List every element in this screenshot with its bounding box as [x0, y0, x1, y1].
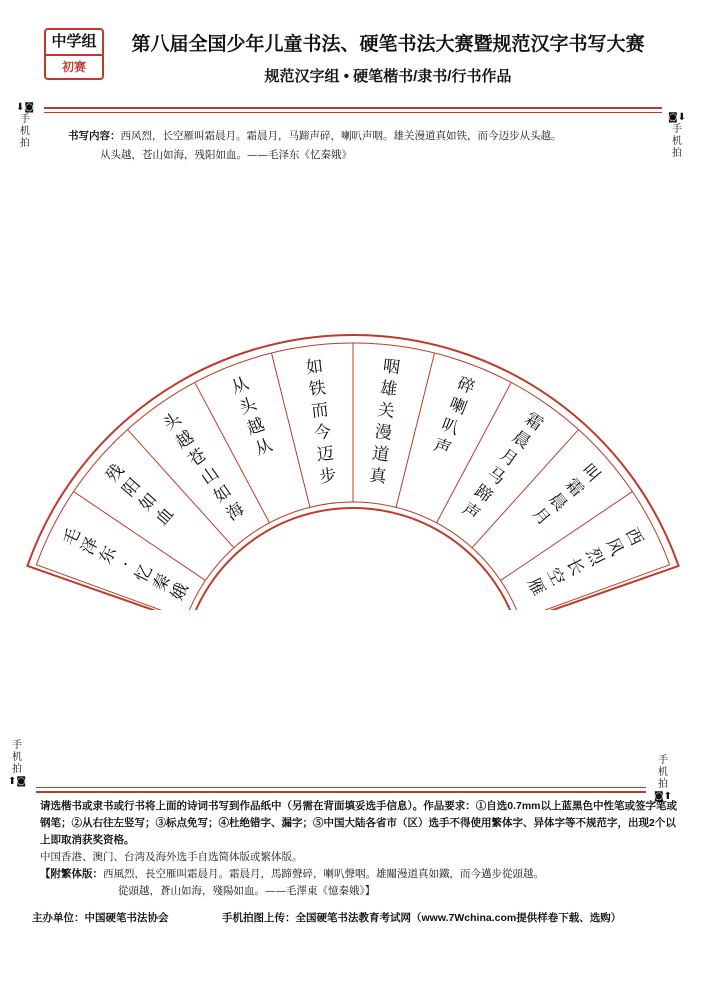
- page-subtitle: 规范汉字组 • 硬笔楷书/隶书/行书作品: [264, 68, 512, 85]
- fan-char: 步: [318, 465, 338, 488]
- arrow-up-icon: ⬆: [663, 791, 673, 802]
- group-badge: [44, 28, 104, 80]
- fan-char: 叭: [438, 414, 462, 440]
- badge-round-label: 初赛: [61, 60, 86, 74]
- fan-char: 西: [620, 524, 647, 550]
- fan-divider: [271, 353, 309, 507]
- fan-char: 残: [102, 460, 129, 487]
- fan-writing-area: [0, 310, 707, 610]
- footer: [32, 910, 682, 926]
- camera-icon: ◙: [667, 112, 678, 123]
- fan-char: 叫: [577, 460, 604, 487]
- fan-char: 越: [172, 426, 198, 454]
- fan-divider: [396, 353, 434, 507]
- writing-content: [68, 127, 648, 165]
- fan-char: 风: [601, 534, 627, 560]
- arrow-down-icon: ⬇: [677, 112, 687, 123]
- phone-shot-marker-bottom-left: [4, 740, 30, 788]
- fan-column: [458, 409, 546, 525]
- fan-char: 头: [159, 408, 186, 436]
- fan-char: 关: [376, 400, 396, 422]
- fan-char: 如: [135, 489, 162, 516]
- top-red-rule-thin: [44, 112, 662, 113]
- fan-char: 从: [228, 373, 252, 399]
- fan-char: 阳: [118, 474, 145, 501]
- content-label: 书写内容：: [68, 130, 121, 142]
- fan-char: 蹄: [470, 480, 496, 508]
- content-line-2: 从头越，苍山如海，残阳如血。——毛泽东《忆秦娥》: [100, 149, 352, 161]
- fan-char: 迈: [315, 443, 335, 466]
- phone-shot-marker-top-left: [12, 102, 38, 150]
- fan-char: 晨: [544, 489, 571, 516]
- traditional-line-2: 從頭越，蒼山如海，殘陽如血。——毛澤東《憶秦娥》】: [118, 885, 376, 897]
- fan-char: 月: [527, 503, 555, 530]
- fan-column: [60, 525, 193, 604]
- fan-char: 喇: [446, 394, 470, 419]
- fan-column: [368, 356, 401, 487]
- fan-char: 而: [310, 400, 330, 422]
- fan-char: 咽: [381, 356, 402, 379]
- fan-char: 头: [236, 394, 260, 419]
- fan-column: [160, 408, 248, 525]
- traditional-line-1: 西風烈，長空雁叫霜晨月。霜晨月，馬蹄聲碎，喇叭聲咽。雄關漫道真如鐵，而今邁步從頭越。: [103, 868, 544, 880]
- instructions: [40, 798, 680, 900]
- top-red-rule: [44, 107, 662, 109]
- fan-char: 霜: [520, 408, 547, 436]
- camera-icon: ◙: [16, 776, 27, 787]
- phone-shot-label: 手机拍: [20, 114, 30, 149]
- arrow-down-icon: ⬇: [15, 102, 25, 113]
- fan-char: 真: [368, 465, 388, 488]
- fan-column: [102, 460, 178, 529]
- organizer: 主办单位：中国硬笔书法协会: [32, 912, 169, 924]
- fan-char: 从: [252, 435, 276, 460]
- fan-char: 秦: [149, 570, 175, 595]
- fan-column: [528, 460, 604, 529]
- instructions-hk-note: 中国香港、澳门、台湾及海外选手自选简体版或繁体版。: [40, 851, 303, 863]
- fan-char: ·: [116, 557, 137, 572]
- fan-char: 如: [304, 356, 325, 379]
- instructions-requirements: 请选楷书或隶书或行书将上面的诗词书写到作品纸中（另需在背面填妥选手信息）。作品要求：①自选0.7mm以上蓝黑色中性笔或签字笔或钢笔；②从右往左竖写；③标点免写；④杜绝错字、漏字；⑤中国大陆各省市（区）选手不得使用繁体字、异体字等不规范字，出现2个以上即取消获奖资格。: [40, 800, 678, 846]
- fan-char: 烈: [581, 544, 608, 570]
- fan-char: 血: [151, 503, 179, 530]
- fan-char: 长: [562, 554, 588, 580]
- fan-dividers: [74, 343, 633, 580]
- fan-char: 马: [483, 462, 509, 490]
- instructions-traditional: [40, 866, 680, 883]
- phone-shot-label: 手机拍: [658, 755, 668, 790]
- phone-shot-marker-top-right: [664, 112, 690, 160]
- badge-group-label: 中学组: [46, 30, 102, 56]
- fan-char: 毛: [59, 524, 86, 550]
- phone-shot-label: 手机拍: [672, 124, 682, 159]
- traditional-label: 【附繁体版：: [40, 868, 103, 880]
- fan-char: 霜: [561, 474, 588, 501]
- fan-char: 铁: [307, 378, 327, 401]
- camera-icon: ◙: [653, 791, 664, 802]
- bottom-red-rule: [36, 791, 646, 793]
- fan-char: 娥: [167, 579, 193, 605]
- fan-char: 道: [371, 443, 391, 466]
- fan-char: 声: [457, 499, 484, 526]
- bottom-red-rule-thin: [36, 787, 646, 788]
- content-line-1: 西风烈，长空雁叫霜晨月。霜晨月，马蹄声碎，喇叭声咽。雄关漫道真如铁，而今迈步从头越。: [120, 130, 562, 142]
- fan-char: 月: [495, 444, 522, 472]
- fan-char: 泽: [77, 534, 104, 559]
- fan-char: 如: [210, 480, 236, 508]
- fan-column: [305, 356, 338, 487]
- fan-char: 东: [95, 543, 122, 568]
- fan-char: 碎: [454, 373, 478, 399]
- page-title: 第八届全国少年儿童书法、硬笔书法大赛暨规范汉字书写大赛: [131, 33, 645, 55]
- fan-char: 雄: [379, 378, 399, 401]
- fan-char: 空: [542, 564, 569, 590]
- fan-column: [229, 374, 276, 460]
- fan-char: 晨: [508, 426, 534, 454]
- fan-char: 今: [312, 421, 333, 444]
- fan-char: 漫: [373, 421, 394, 444]
- fan-char: 越: [244, 414, 268, 440]
- fan-column: [523, 525, 647, 599]
- fan-char: 雁: [522, 574, 549, 600]
- fan-char: 山: [197, 462, 223, 490]
- camera-icon: ◙: [24, 102, 35, 113]
- fan-char: 海: [222, 499, 249, 526]
- phone-shot-label: 手机拍: [12, 740, 22, 775]
- fan-column: [431, 374, 478, 460]
- fan-char: 苍: [184, 444, 211, 472]
- upload-info: 手机拍图上传：全国硬笔书法教育考试网（www.7Wchina.com提供样卷下载、选购）: [222, 912, 622, 924]
- phone-shot-marker-bottom-right: [650, 755, 676, 803]
- fan-char: 声: [430, 435, 454, 460]
- fan-char: 忆: [131, 561, 157, 586]
- arrow-up-icon: ⬆: [7, 776, 17, 787]
